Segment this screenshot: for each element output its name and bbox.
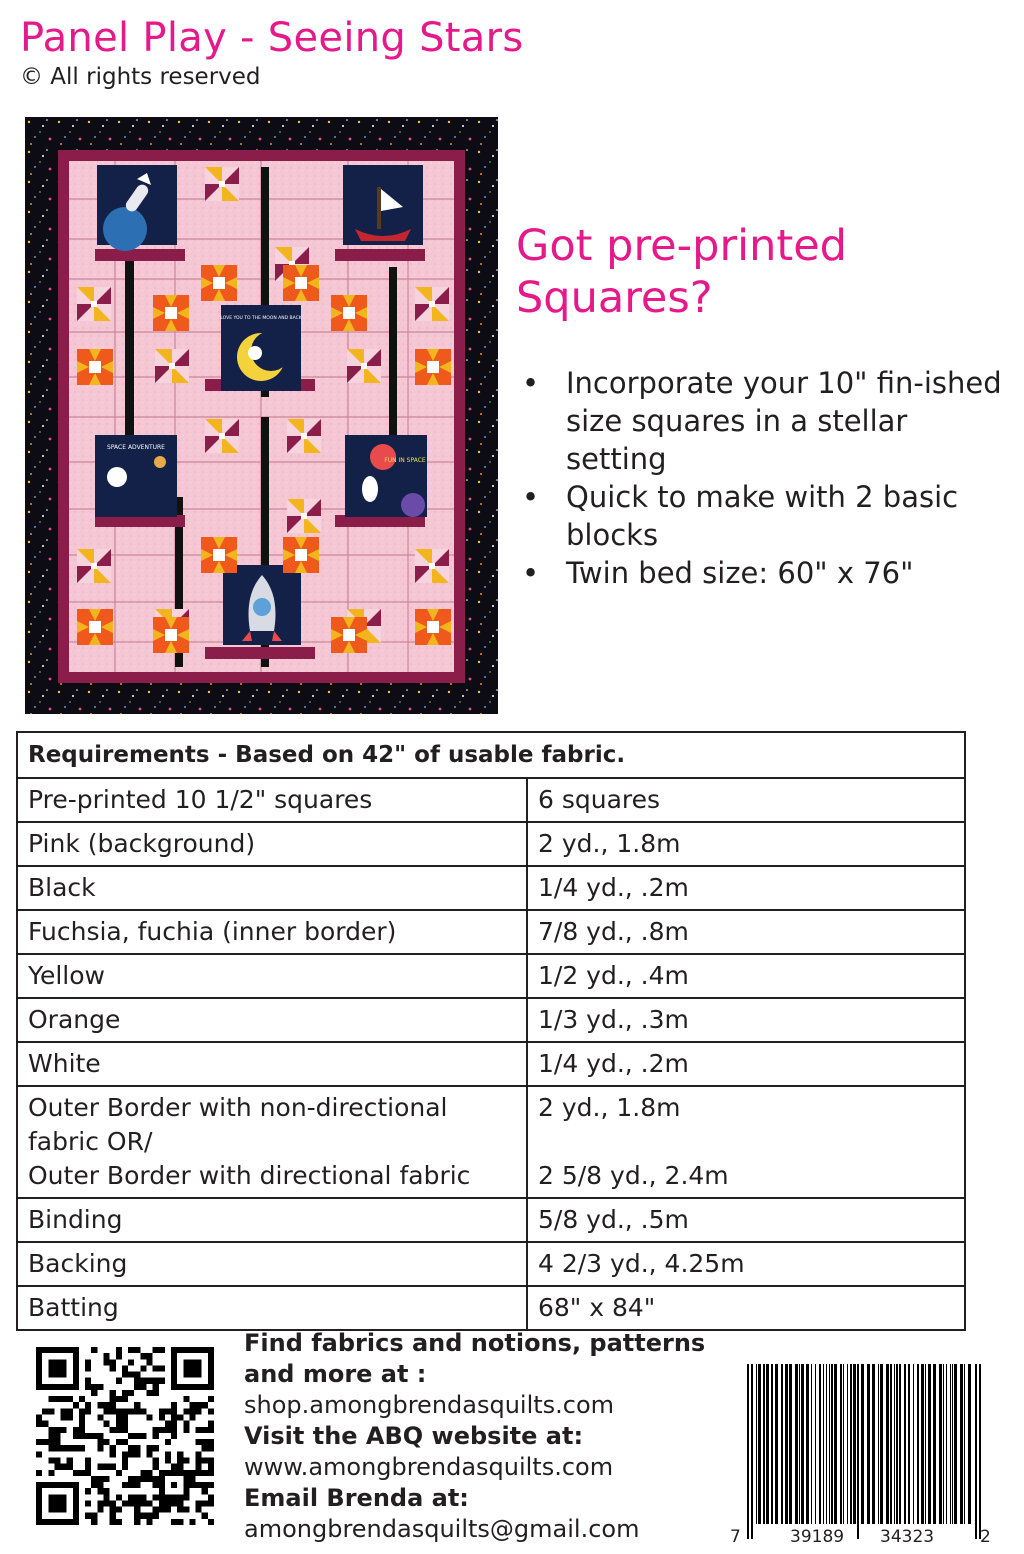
fabric-item: Fuchsia, fuchia (inner border) <box>17 910 527 954</box>
fabric-amount: 68" x 84" <box>527 1286 965 1330</box>
feature-item <box>520 364 1010 478</box>
fabric-amount: 5/8 yd., .5m <box>527 1198 965 1242</box>
panel-label-adventure: SPACE ADVENTURE <box>107 444 165 451</box>
fabric-amount: 6 squares <box>527 778 965 822</box>
table-row <box>17 1242 965 1286</box>
fabric-item: Binding <box>17 1198 527 1242</box>
qr-code[interactable] <box>36 1347 214 1525</box>
fabric-item: Outer Border with directional fabric <box>28 1161 471 1190</box>
fabric-item: Pink (background) <box>17 822 527 866</box>
website-link[interactable]: www.amongbrendasquilts.com <box>244 1453 614 1481</box>
fabric-item: White <box>17 1042 527 1086</box>
feature-text: Quick to make with 2 basic blocks <box>566 480 959 552</box>
barcode-check-digit: 2 <box>980 1527 991 1547</box>
fabric-item: Yellow <box>17 954 527 998</box>
copyright-notice: © All rights reserved <box>20 64 261 90</box>
table-row <box>17 1198 965 1242</box>
table-row <box>17 910 965 954</box>
email-label: Email Brenda at: <box>244 1484 469 1512</box>
fabric-amount: 1/4 yd., .2m <box>527 1042 965 1086</box>
fabric-amount: 1/2 yd., .4m <box>527 954 965 998</box>
barcode-right-digits: 34323 <box>880 1527 935 1547</box>
fabric-amount: 1/4 yd., .2m <box>527 866 965 910</box>
fabric-amount: 1/3 yd., .3m <box>527 998 965 1042</box>
feature-list <box>520 364 1010 592</box>
fabric-item: Pre-printed 10 1/2" squares <box>17 778 527 822</box>
fabric-item: Outer Border with non-directional fabric OR/ <box>28 1093 448 1156</box>
contact-block <box>244 1328 714 1545</box>
fabric-item: Backing <box>17 1242 527 1286</box>
table-row <box>17 866 965 910</box>
table-row <box>17 998 965 1042</box>
quilt-illustration <box>25 117 498 714</box>
panel-label-moon: LOVE YOU TO THE MOON AND BACK <box>220 316 302 321</box>
table-row <box>17 954 965 998</box>
barcode-left-digits: 39189 <box>790 1527 845 1547</box>
headline: Got pre-printed Squares? <box>516 221 847 323</box>
panel-label-fun: FUN IN SPACE <box>384 457 426 464</box>
table-row <box>17 822 965 866</box>
feature-item <box>520 554 1010 592</box>
barcode-lead-digit: 7 <box>730 1527 741 1547</box>
bullet-marker: • <box>522 480 540 514</box>
requirements-table <box>16 731 966 1331</box>
fabric-amount: 4 2/3 yd., 4.25m <box>527 1242 965 1286</box>
website-label: Visit the ABQ website at: <box>244 1422 584 1450</box>
feature-text: Twin bed size: 60" x 76" <box>566 556 914 590</box>
fabric-item: Orange <box>17 998 527 1042</box>
barcode <box>727 1364 991 1539</box>
fabric-amount: 2 yd., 1.8m <box>527 822 965 866</box>
feature-text: Incorporate your 10" fin-ished size squares in a stellar setting <box>566 366 1002 476</box>
bullet-marker: • <box>522 366 540 400</box>
fabric-item: Black <box>17 866 527 910</box>
shop-link[interactable]: shop.amongbrendasquilts.com <box>244 1391 615 1419</box>
fabric-item: Batting <box>17 1286 527 1330</box>
pattern-title: Panel Play - Seeing Stars <box>20 15 524 61</box>
shop-label: Find fabrics and notions, patterns and more at : <box>244 1329 706 1388</box>
table-row <box>17 1042 965 1086</box>
fabric-amount: 7/8 yd., .8m <box>527 910 965 954</box>
quilt-photo <box>25 117 498 714</box>
fabric-amount: 2 5/8 yd., 2.4m <box>538 1161 729 1190</box>
table-row <box>17 778 965 822</box>
bullet-marker: • <box>522 556 540 590</box>
feature-item <box>520 478 1010 554</box>
fabric-amount: 2 yd., 1.8m <box>538 1093 681 1122</box>
table-row <box>17 1286 965 1330</box>
requirements-heading: Requirements - Based on 42" of usable fabric. <box>17 732 965 778</box>
email-link[interactable]: amongbrendasquilts@gmail.com <box>244 1515 640 1543</box>
table-row-border <box>17 1086 965 1198</box>
